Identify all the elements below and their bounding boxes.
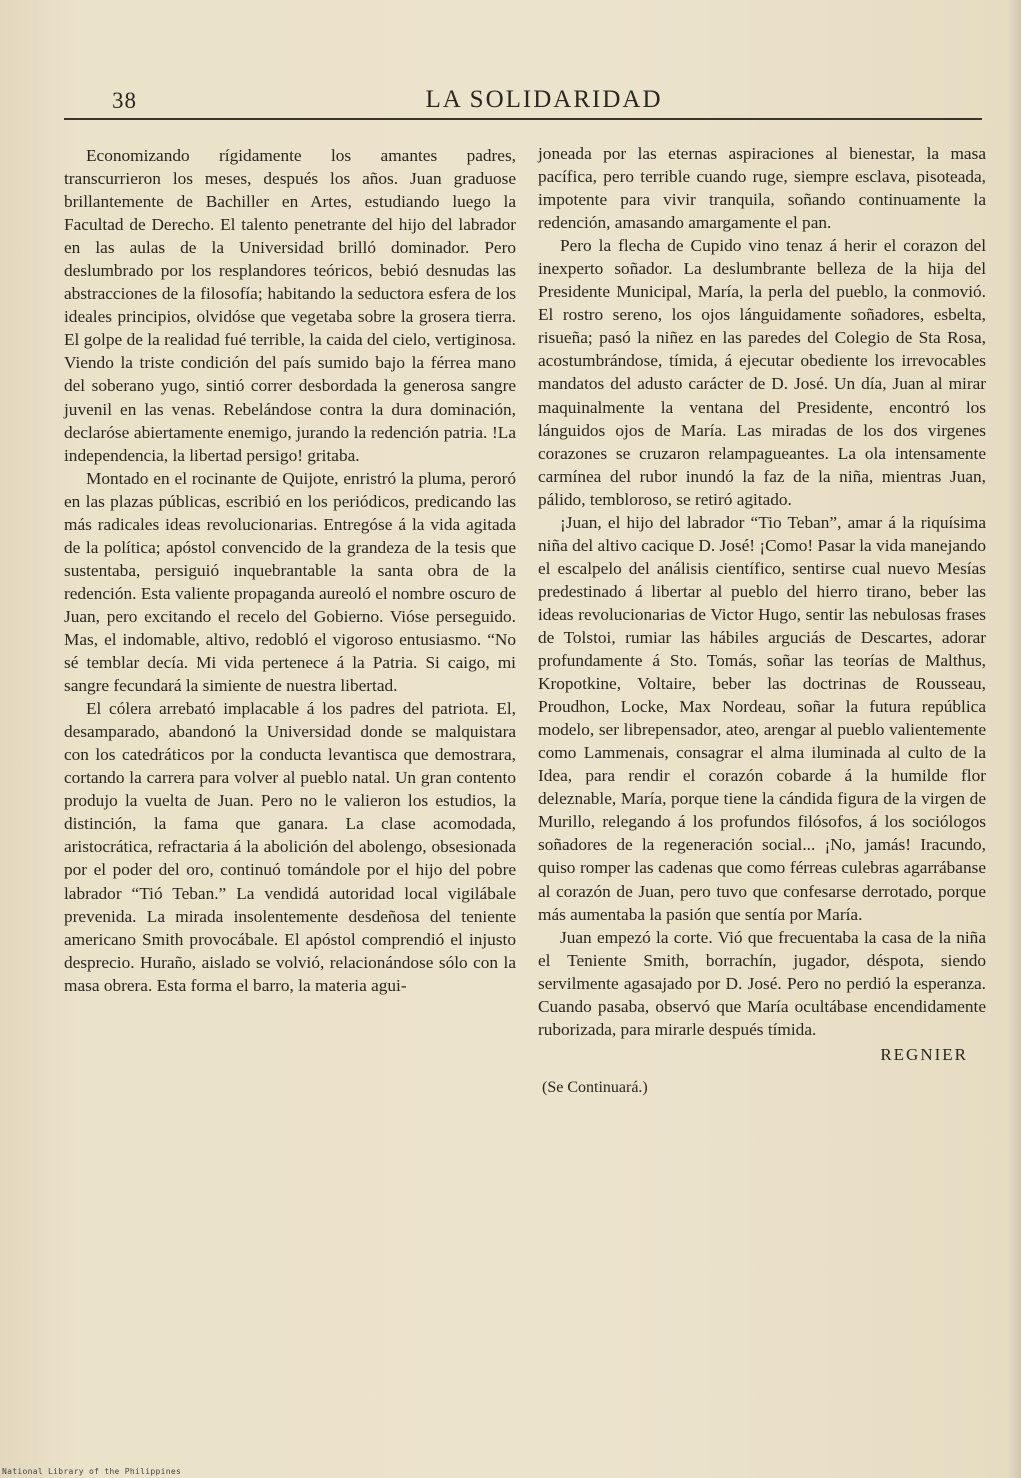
paragraph: Montado en el rocinante de Quijote, enristró la pluma, peroró en las plazas públicas, escribió en los periódicos, predicando las más radicales ideas revolucionarias. Entregóse á la vida agitada de la política; apóstol convencido de la grandeza de la tesis que sustentaba, persiguió inquebrantable la santa obra de la redención. Esta valiente propaganda aureoló el nombre oscuro de Juan, pero excitando el recelo del Gobierno. Vióse perseguido. Mas, el indomable, altivo, redobló el vigoroso entusiasmo. “No sé temblar decía. Mi vida pertenece á la Patria. Si caigo, mi sangre fecundará la simiente de nuestra libertad. <box>64 468 516 696</box>
page-edge-shadow <box>1007 0 1021 1478</box>
page-header <box>64 84 984 120</box>
paragraph: Economizando rígidamente los amantes padres, transcurrieron los meses, después los años. Juan graduose brillantemente de Bachiller en Artes, estudiando luego la Facultad de Derecho. El talento penetrante del hijo del labrador en las aulas de la Universidad brilló dominador. Pero deslumbrado por los resplandores teóricos, bebió desnudas las abstracciones de la filosofía; habitando la seductora esfera de los ideales principios, olvidóse que vegetaba sobre la grosera tierra. El golpe de la realidad fué terrible, la caida del cielo, vertiginosa. Viendo la triste condición del país sumido bajo la férrea mano del soberano yugo, sintió correr desbordada la generosa sangre juvenil en las venas. Rebelándose contra la dura dominación, declaróse abiertamente enemigo, jurando la redención patria. !La independencia, la libertad persigo! gritaba. <box>64 146 516 465</box>
paragraph: Juan empezó la corte. Vió que frecuentaba la casa de la niña el Teniente Smith, borrachín, jugador, déspota, siendo servilmente agasajado por D. José. Pero no perdió la esperanza. Cuando pasaba, observó que María ocultábase encendidamente ruborizada, para mirarle después tímida. <box>538 927 986 1039</box>
right-column <box>538 142 986 1099</box>
journal-title: LA SOLIDARIDAD <box>425 86 663 113</box>
page-number: 38 <box>112 88 137 113</box>
left-column <box>64 144 516 997</box>
paragraph: ¡Juan, el hijo del labrador “Tio Teban”, amar á la riquísima niña del altivo cacique D. José! ¡Como! Pasar la vida manejando el escalpelo del análisis científico, sentirse cual nuevo Mesías predestinado á libertar al pueblo del hierro tirano, beber las ideas revolucionarias de Victor Hugo, sentir las nebulosas frases de Tolstoi, rumiar las hábiles arguciás de Descartes, adorar profundamente á Sto. Tomás, soñar las teorías de Malthus, Kropotkine, Voltaire, beber las doctrinas de Rousseau, Proudhon, Locke, Max Nordeau, soñar la futura república modelo, ser librepensador, ateo, arengar al pueblo valientemente como Lammenais, consagrar el alma iluminada al culto de la Idea, para rendir el corazón cobarde á la humilde flor deleznable, María, porque tiene la cándida figura de la virgen de Murillo, relegando á los profundos filósofos, á los sociólogos soñadores de la regeneración social... ¡No, jamás! Iracundo, quiso romper las cadenas que como férreas culebras agarrábanse al corazón de Juan, pero tuvo que confesarse derrotado, porque más aumentaba la pasión que sentía por María. <box>538 512 986 924</box>
paragraph: joneada por las eternas aspiraciones al bienestar, la masa pacífica, pero terrible cuando ruge, siempre esclava, pisoteada, impotente para vivir tranquila, soñando continuamente la redención, amasando amargamente el pan. <box>538 144 986 233</box>
paragraph: Pero la flecha de Cupido vino tenaz á herir el corazon del inexperto soñador. La deslumbrante belleza de la hija del Presidente Municipal, María, la perla del pueblo, la conmovió. El rostro sereno, los ojos lánguidamente soñadores, esbelta, risueña; pasó la niñez en las paredes del Colegio de Sta Rosa, acostumbrándose, tímida, á ejecutar obediente los irrevocables mandatos del adusto carácter de D. José. Un día, Juan al mirar maquinalmente la ventana del Presidente, encontró los lánguidos ojos de María. Las miradas de los dos virgenes corazones se cruzaron relampagueantes. La ola intensamente carmínea del rubor inundó la faz de la niña, mientras Juan, pálido, tembloroso, se retiró agitado. <box>538 236 986 509</box>
library-credit: National Library of the Philippines <box>2 1467 182 1476</box>
author-signature: REGNIER <box>880 1044 968 1064</box>
continued-note: (Se Continuará.) <box>542 1078 648 1096</box>
header-rule <box>64 118 982 120</box>
paragraph: El cólera arrebató implacable á los padres del patriota. El, desamparado, abandonó la Universidad donde se malquistara con los catedráticos por la conducta levantisca que demostrara, cortando la carrera para volver al pueblo natal. Un gran contento produjo la vuelta de Juan. Pero no le valieron los estudios, la distinción, la fama que ganara. La clase acomodada, aristocrática, refractaria á la abolición del abolengo, obsesionada por el poder del oro, continuó tomándole por el hijo del pobre labrador “Tió Teban.” La vendidá autoridad local vigilábale prevenida. La mirada insolentemente desdeñosa del teniente americano Smith provocábale. El apóstol comprendió el injusto desprecio. Huraño, aislado se volvió, relacionándose sólo con la masa obrera. Esta forma el barro, la materia agui- <box>64 699 516 995</box>
